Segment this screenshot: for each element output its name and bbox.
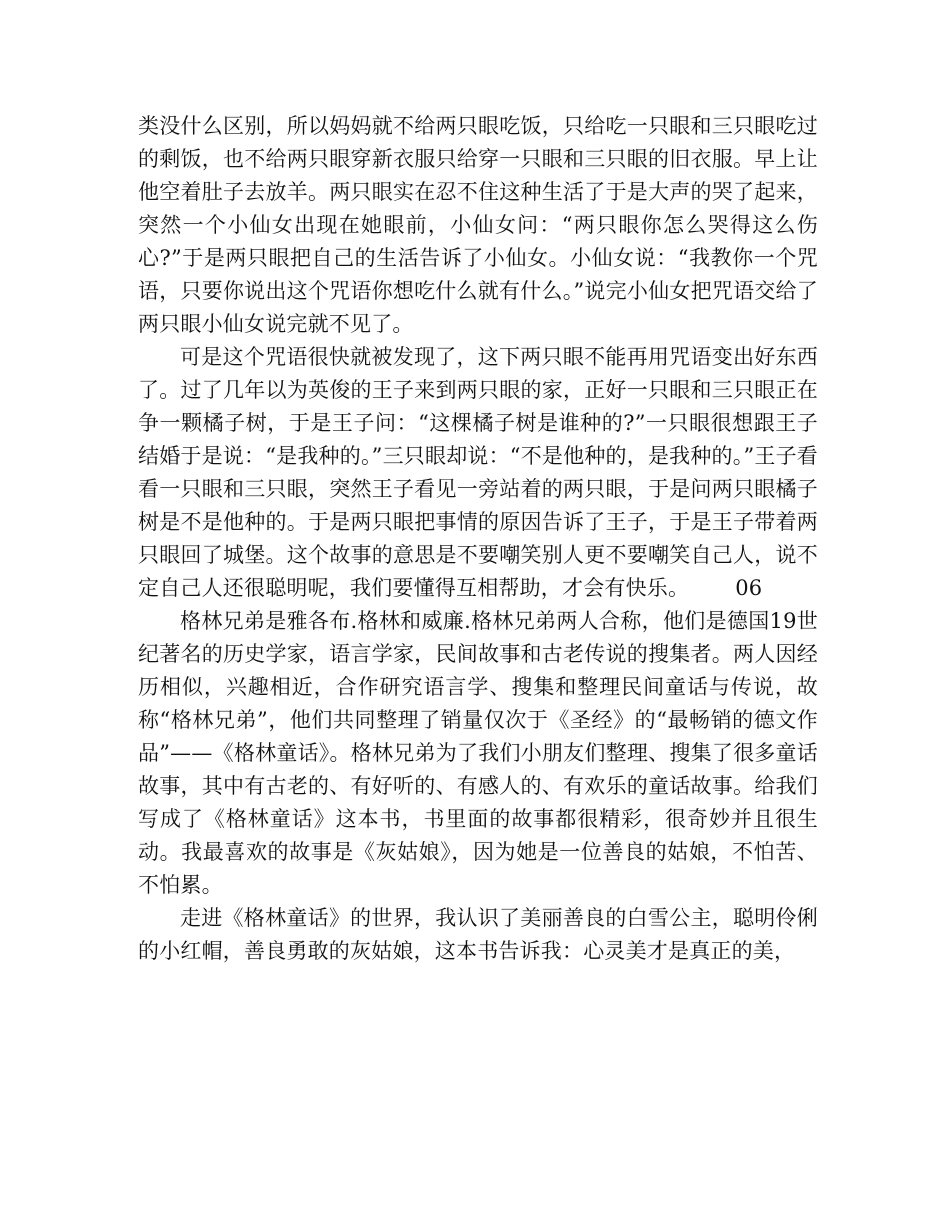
paragraph-3: 格林兄弟是雅各布.格林和威廉.格林兄弟两人合称，他们是德国19世纪著名的历史学家，语言学家，民间故事和古老传说的搜集者。两人因经历相似，兴趣相近，合作研究语言学、搜集和整理民间童话与传说，故称“格林兄弟”，他们共同整理了销量仅次于《圣经》的“最畅销的德文作品”——《格林童话》。格林兄弟为了我们小朋友们整理、搜集了很多童话故事，其中有古老的、有好听的、有感人的、有欢乐的童话故事。给我们写成了《格林童话》这本书，书里面的故事都很精彩，很奇妙并且很生动。我最喜欢的故事是《灰姑娘》，因为她是一位善良的姑娘，不怕苦、不怕累。 <box>138 609 818 897</box>
paragraph-2-text: 可是这个咒语很快就被发现了，这下两只眼不能再用咒语变出好东西了。过了几年以为英俊的王子来到两只眼的家，正好一只眼和三只眼正在争一颗橘子树，于是王子问：“这棵橘子树是谁种的?”一只眼很想跟王子结婚于是说：“是我种的。”三只眼却说：“不是他种的，是我种的。”王子看看一只眼和三只眼，突然王子看见一旁站着的两只眼，于是问两只眼橘子树是不是他种的。于是两只眼把事情的原因告诉了王子，于是王子带着两只眼回了城堡。这个故事的意思是不要嘲笑别人更不要嘲笑自己人，说不定自己人还很聪明呢，我们要懂得互相帮助，才会有快乐。 <box>138 345 818 600</box>
paragraph-4: 走进《格林童话》的世界，我认识了美丽善良的白雪公主，聪明伶俐的小红帽，善良勇敢的灰姑娘，这本书告诉我：心灵美才是真正的美， <box>138 906 818 963</box>
page-number: 06 <box>735 576 763 600</box>
document-page <box>138 110 818 968</box>
paragraph-1: 类没什么区别，所以妈妈就不给两只眼吃饭，只给吃一只眼和三只眼吃过的剩饭，也不给两只眼穿新衣服只给穿一只眼和三只眼的旧衣服。早上让他空着肚子去放羊。两只眼实在忍不住这种生活了于是大声的哭了起来，突然一个小仙女出现在她眼前，小仙女问：“两只眼你怎么哭得这么伤心?”于是两只眼把自己的生活告诉了小仙女。小仙女说：“我教你一个咒语，只要你说出这个咒语你想吃什么就有什么。”说完小仙女把咒语交给了两只眼小仙女说完就不见了。 <box>138 114 818 336</box>
paragraph-2 <box>138 341 818 605</box>
